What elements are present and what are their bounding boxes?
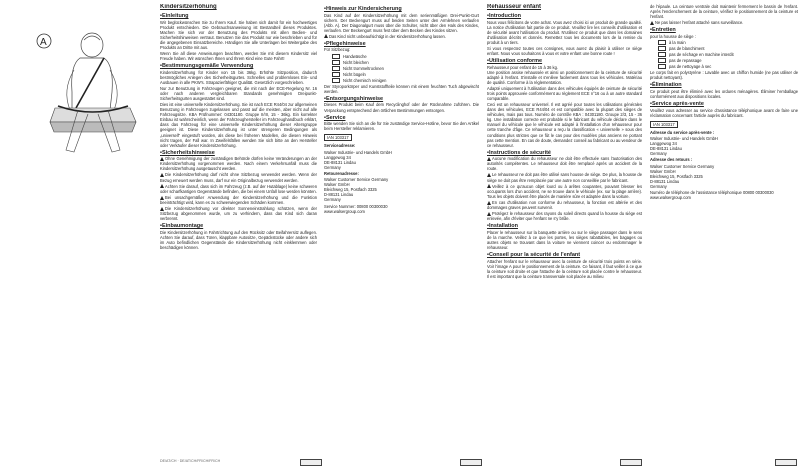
logo-badge-icon [460,459,482,466]
warning-paragraph [487,184,642,199]
care-label: pas de nettoyage à sec [669,64,712,70]
paragraph: Attacher l'enfant sur le rehausseur avec la ceinture de sécurité trois points en série. Voir l'image A pour le positionnement de la ceinture. Ce faisant, il faut veiller à ce que la ceinture soit droite et que l'attache de la ceinture soit placée contre le rehausseur. Il est important que la ceinture transversale soit placée au milieu [487,258,642,279]
address-line: Walser Industrie- und Handels GmbH [324,149,392,155]
care-label: Nicht chemisch reinigen [343,77,387,83]
child-booster-seat-illustration [0,0,155,460]
warning-icon [160,207,164,211]
address-line: Walser Customer Service Germany [650,163,715,169]
paragraph: Nur zur Benutzung in Fahrzeugen geeignet, die mit nach der ECE-Regelung Nr. 16 oder nach anderen vergleichbaren Standards genehmigten Dreipunkt-Sicherheitsgurten ausgestattet sind. [160,85,317,101]
title-fr: Rehausseur enfant [487,4,542,10]
care-item [332,66,479,71]
paragraph: Der Styroporkörper und Kunststoffteile können mit einem feuchten Tuch abgewischt werden. [324,83,479,94]
no-iron-icon [658,58,666,63]
address-line: Langgewog 34 [324,154,351,160]
address-line: Walser GmbH [324,182,350,188]
paragraph: Placer le rehausseur sur la banquette arrière ou sur le siège passager dans le sens de la marche. Veillez à ce que les portes, les sièges rabattables, les bagages ou autres objets se trouvant dans la voiture ne viennent coincer ou endommager le rehausseur. [487,229,642,251]
website: www.walsergroup.com [650,195,691,201]
no-bleach-icon [332,60,340,65]
care-label: Nicht bügeln [343,71,366,77]
warning-text: Das Kind nicht unbeaufsichtigt in der Kindersitzerhöhung lassen. [329,33,446,39]
service-address-title: Adresse du service après-vente : [650,129,715,135]
warning-paragraph [650,20,798,25]
paragraph: Une position assise rehaussée et ainsi un positionnement de la ceinture de sécurité adapté à l'enfant. S'installe et s'enlève facilement dans tous les véhicules. Matériau de qualité. Conforme à la réglementation. [487,69,642,85]
heading-introduction: • Introduction [487,13,642,20]
heading-pflegehinweise: • Pflegehinweise [324,41,479,48]
paragraph: Wenn Sie all diese Anweisungen beachten, werden Sie mit diesem Kindersitz viel Freude haben. Wir wünschen Ihnen und Ihrem Kind eine Gute Fahrt! [160,50,317,62]
warning-icon [160,157,164,161]
heading-entsorgung: • Entsorgungshinweise [324,96,479,103]
column-french-2 [650,4,798,456]
care-item [332,78,479,83]
website: www.walsergroup.com [324,208,365,214]
warning-text: En cas d'utilisation non conforme du rehausseur, la fonction est altérée et des dommages graves peuvent survenir. [487,200,642,211]
care-item [658,64,798,69]
logo-badge-icon [775,459,797,466]
warning-icon [650,21,654,25]
warning-paragraph [160,206,317,221]
warning-icon [160,184,164,188]
warning-icon [324,34,328,38]
warning-icon [487,201,491,205]
heading-conseil: • Conseil pour la sécurité de l'enfant [487,252,642,259]
address-line: Germany [650,151,667,157]
return-address-title: Adresse des retours : [650,157,693,163]
address-line: Germany [324,164,341,170]
handwash-icon [658,40,666,45]
care-intro: Für Sitzbezug: [324,47,351,53]
warning-paragraph [160,195,317,205]
warning-text: Achten Sie darauf, dass sich im Fahrzeug (z.B. auf der Hutablage) keine schweren oder scharfkantigen Gegenstände befinden, die bei einem Unfall lose werden könnten. [160,183,317,194]
column-german-1 [160,4,317,456]
care-intro: pour la housse de siège : [650,33,696,39]
no-dry-clean-icon [658,64,666,69]
paragraph: Das Kind auf der Kindersitzerhöhung mit dem serienmäßigen Drei-Punkt-Gurt sichern. Der Beckengurt muss auf beiden Seiten unter den Armlehnen verlaufen (Abb. A). Der Diagonalgurt muss über die Schulter, nicht über den Hals des Kindes, verlaufen. Der Beckengurt muss fest über dem Becken des Kindes sitzen. [324,12,479,33]
warning-paragraph [324,34,479,39]
paragraph: Le corps fait en polystyrène : Lavable avec un chiffon humide (ne pas utiliser de produit nettoyant). [650,70,798,81]
address-line: Walser Industrie- und Handels GmbH [650,136,718,142]
care-item [332,60,479,65]
warning-text: Ne pas laisser l'enfant attaché sans surveillance. [655,20,744,26]
warning-icon [160,196,164,200]
handwash-icon [332,54,340,59]
paragraph: de l'épaule. La ceinture ventrale doit maintenir fermement le bassin de l'enfant. Après l'enclenchement de la ceinture, vérifiez le positionnement de la ceinture et l'enfant. [650,4,798,20]
warning-text: Ohne Genehmigung der zuständigen Behörde dürfen keine Veränderungen an der Kindersitzerhöhung vorgenommen werden. Nach einem Verkehrsunfall muss die Kindersitzerhöhung ausgetauscht werden. [160,156,317,172]
paragraph: Die Kindersitzerhöhung in Fahrtrichtung auf den Rücksitz oder Beifahrersitz auflegen. Achten Sie darauf, dass Türen, klappbare Autositze, Gepäckstücke oder andere sich im Auto befindlichen Gegenstände die Kindersitzerhöhung nicht einklemmen oder beschädigen können. [160,229,317,251]
no-tumble-dry-icon [332,66,340,71]
warning-paragraph [487,200,642,210]
warning-paragraph [487,172,642,182]
warning-text: Bei unsachgemäßer Anwendung der Kindersitzerhöhung und die Funktion beeinträchtigt wird, kann es zu schwerwiegenden Schäden kommen. [160,195,317,206]
heading-elimination: • Élimination [650,82,798,89]
warning-icon [487,157,491,161]
logo-badge-icon [300,459,322,466]
no-bleach-icon [658,46,666,51]
service-address-title: Serviceadresse: [324,143,356,149]
address-line: Bleichweg 15, Postfach 3325 [324,187,377,193]
logo-badge-icon [620,459,642,466]
no-tumble-dry-icon [658,52,666,57]
care-label: Nicht bleichen [343,59,369,65]
ian-box: IAN 103317 [650,121,678,128]
care-label: pas de repassage [669,58,702,64]
warning-icon [487,184,491,188]
address-line: DE-88131 Lindau [324,159,356,165]
heading-service: • Service [324,115,479,122]
paragraph: Ce produit peut être éliminé avec les ordures ménagères. Éliminer l'emballage conformément aux dispositions locales. [650,88,798,99]
warning-text: Protégez le rehausseur des rayons du soleil directs quand la housse du siège est enlevée, afin d'éviter que l'enfant ne s'y brûle. [487,211,642,222]
paragraph: Bitte wenden Sie sich an die für Sie zuständige Service-Hotline, bevor Sie den Artikel beim Hersteller reklamieren. [324,121,479,132]
paragraph: Adapté uniquement à l'utilisation dans des véhicules équipés de ceinture de sécurité trois points approuvée conformément au règlement ECE n°16 ou à un autre standard comparable. [487,85,642,101]
heading-utilisation: • Utilisation conforme [487,58,642,65]
title-de: Kindersitzerhöhung [160,4,217,10]
care-label: Handwäsche [343,53,367,59]
illustration-label: A [40,37,47,48]
ian-box: IAN 103317 [324,134,352,141]
paragraph: Nous vous félicitons de votre achat. Vous avez choisi ici un produit de grande qualité. La notice d'utilisation fait partie de ce produit. Veuillez lire les conseils d'utilisation et de sécurité avant l'utilisation du produit. N'utilisez ce produit que dans les domaines d'utilisation décrits et donnés. Remettez tous les documents lors de la remise du produit à un tiers. [487,19,642,45]
no-dry-clean-icon [332,78,340,83]
paragraph: Wir beglückwünschen Sie zu Ihrem Kauf. Sie haben sich damit für ein hochwertiges Produkt entschieden. Die Gebrauchsanweisung ist Bestandteil dieses Produktes. Machen Sie sich vor der Benutzung des Produkts mit allen Bedien- und Sicherheitshinweisen vertraut. Benutzen Sie das Produkt nur wie beschrieben und für die angegebenen Einsatzbereiche. Händigen Sie alle Unterlagen bei Weitergabe des Produkts an Dritte mit aus. [160,19,317,50]
care-item [658,46,798,51]
paragraph: Veuillez vous adresser au service d'assistance téléphonique avant de faire une réclamation concernant l'article auprès du fabricant. [650,107,798,118]
footer-text: DE/AT/CH · DE/AT/CH/FR/CH/FR/CH [160,459,221,463]
heading-sicherheitshinweise: • Sicherheitshinweise [160,150,317,157]
heading-service-apres-vente: • Service après-vente [650,101,798,108]
paragraph: Dieses Produkt beim Kauf dem Recyclinghof oder der Rücknahme zuführen. Die Verpackung entsprechend den örtlichen Bestimmungen entsorgen. [324,102,479,113]
care-item [332,72,479,77]
service-phone: Numéro de téléphone de l'assistance téléphonique 00800 00300030 [650,190,774,196]
column-german-2 [324,4,479,456]
care-item [658,52,798,57]
warning-text: Aucune modification du rehausseur ne doit être effectuée sans l'autorisation des autorités compétentes. Le rehausseur doit être remplacé après un accident de la route. [487,156,642,172]
heading-securite: • Instructions de sécurité [487,150,642,157]
warning-paragraph [160,184,317,194]
paragraph: Rehausseur pour enfant de 15 à 36 kg. [487,64,559,70]
address-line: Walser GmbH [650,168,676,174]
care-label: pas de séchage en machine interdit [669,52,734,58]
address-line: Walser Customer Service Germany [324,177,389,183]
warning-icon [487,212,491,216]
heading-einbaumontage: • Einbaumontage [160,223,317,230]
warning-text: Die Kindersitzerhöhung darf nicht ohne Sitzbezug verwendet werden. Wenn der Bezug erneuert werden muss, darf nur ein Originalbezug verwendet werden. [160,172,317,183]
paragraph: Dies ist eine universelle Kindersitzerhöhung. Sie ist nach ECE R44/04 zur allgemeinen Benutzung in Fahrzeugen zugelassen und passt auf die meisten, aber nicht auf alle Fahrzeugsitze. KBA Prüfnummer: 04301180. Gruppe II/III, 15 - 36kg. Ein korrekter Einbau ist wahrscheinlich, wenn der Fahrzeughersteller im Fahrzeughandbuch erklärt, dass das Fahrzeug für eine universelle Kindersitzerhöhung dieser Altersgruppe geeignet ist. Diese Kindersitzerhöhung ist unter strengeren Bedingungen als „universell“ eingestuft worden, als diese bei früheren Modellen, die diesen Hinweis nicht tragen, der Fall war. In Zweifelsfällen wenden Sie sich bitte an den Hersteller oder Verkäufer dieser Kindersitzerhöhung. [160,102,317,148]
care-item [332,54,479,59]
care-item [658,58,798,63]
warning-icon [160,173,164,177]
heading-verwendung: • Bestimmungsgemäße Verwendung [160,63,317,70]
service-phone: Service Nummer: 00800 00300030 [324,203,388,209]
heading-einleitung: • Einleitung [160,13,317,20]
warning-text: Die Kindersitzerhöhung vor direkter Sonneneinstrahlung schützen, wenn der Sitzbezug abgenommen wurde, um zu verhindern, dass das Kind sich daran verbrennt. [160,206,317,222]
care-item [658,40,798,45]
address-line: D-88131 Lindau [324,192,354,198]
warning-text: Le rehausseur ne doit pas être utilisé sans housse de siège. De plus, la housse de siège ne doit pas être remplacée par une autre non conseillée par le fabricant. [487,172,642,183]
column-french-1 [487,4,642,456]
address-line: D-88131 Lindau [650,178,680,184]
heading-installation: • Installation [487,223,642,230]
warning-paragraph [160,172,317,182]
no-iron-icon [332,72,340,77]
care-label: Nicht trommeltrocknen [343,65,384,71]
warning-text: Veillez à ce qu'aucun objet lourd ou à arêtes coupantes, pouvant blesser les occupants lors d'un accident, ne se trouve dans le véhicule (ex. sur la plage arrière). Tous les objets doivent être placés de manière sûre et adaptée dans la voiture. [487,183,642,199]
address-line: Germany [650,183,667,189]
paragraph: Kindersitzerhöhung für Kinder von 15 bis 36kg. Erhöhte Sitzposition, dadurch bestmögliches Anlegen des Sicherheitsgurtes. Schnelles und problemloses Ein- und Ausbauen in alle PKW's. Strapazierfähiger Qualität. Gesetzlich vorgeschrieben. [160,69,317,85]
paragraph: Si vous respectez toutes ces consignes, vous aurez du plaisir à utiliser ce siège enfant. Nous vous souhaitons à vous et votre enfant une bonne route ! [487,45,642,56]
address-line: DE-88131 Lindau [650,146,682,152]
address-line: Langgewog 34 [650,141,677,147]
warning-paragraph [160,156,317,171]
page-footer [160,459,800,467]
warning-paragraph [487,156,642,171]
care-label: à la main [669,40,686,46]
warning-icon [487,173,491,177]
return-address-title: Retourenadresse: [324,171,359,177]
heading-kindersicherung: • Hinweis zur Kindersicherung [324,6,479,13]
heading-entretien: • Entretien [650,27,798,34]
address-line: Bleichweg 15, Postfach 3325 [650,173,703,179]
paragraph: Ceci est un rehausseur universel. Il est agréé pour toutes les utilisations générales dans des véhicules, ECE R44/04 et est compatible avec la plupart des sièges de véhicules, mais pas tous. Numéro de contrôle KBA : 04301180. Groupe 2/3, 15 - 36 kg. Une installation correcte est probable si le fabricant du véhicule déclare dans le manuel du véhicule que le véhicule est adapté à l'installation d'un rehausseur pour cette tranche d'âge. Ce rehausseur a reçu la classification « universelle » sous des conditions plus strictes que ce fût le cas pour des modèles plus anciens ne portant pas cette mention. En cas de doute, demandez conseil au fabricant ou au vendeur de ce rehausseur. [487,102,642,148]
warning-paragraph [487,211,642,221]
address-line: Germany [324,197,341,203]
care-label: pas de blanchiment [669,46,705,52]
